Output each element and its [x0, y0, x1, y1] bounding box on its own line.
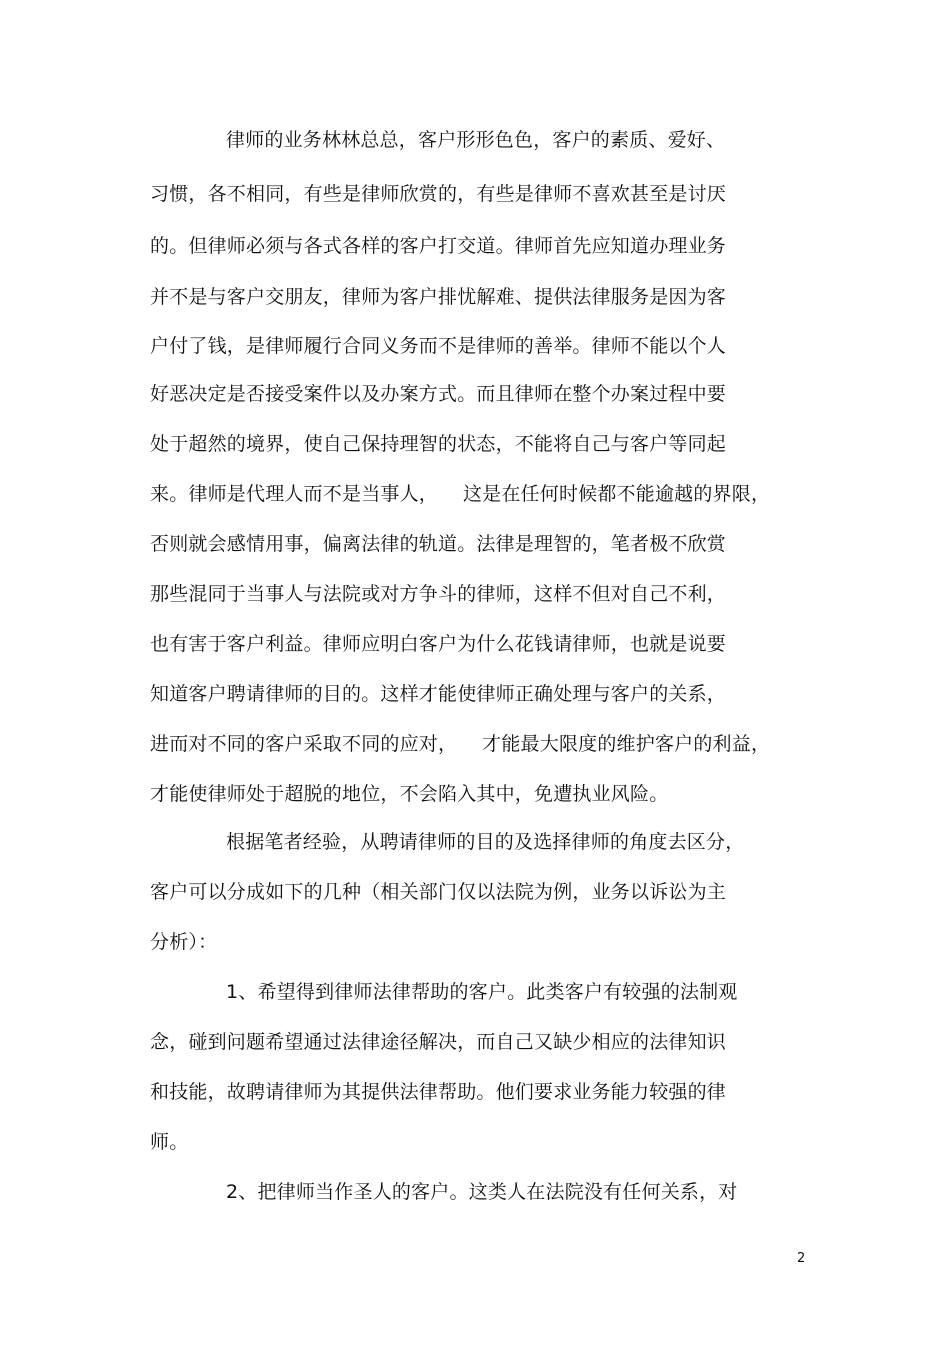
page-number: 2 — [797, 1251, 806, 1266]
paragraph-line: 2、把律师当作圣人的客户。这类人在法院没有任何关系，对 — [226, 1181, 738, 1203]
paragraph-line: 处于超然的境界，使自己保持理智的状态，不能将自己与客户等同起 — [150, 433, 727, 455]
paragraph-line: 才能使律师处于超脱的地位，不会陷入其中，免遭执业风险。 — [150, 783, 669, 805]
paragraph-line: 知道客户聘请律师的目的。这样才能使律师正确处理与客户的关系， — [150, 683, 727, 705]
paragraph-line: 客户可以分成如下的几种（相关部门仅以法院为例，业务以诉讼为主 — [150, 881, 727, 903]
paragraph-line: 进而对不同的客户采取不同的应对， 才能最大限度的维护客户的利益， — [150, 733, 771, 755]
paragraph-line: 的。但律师必须与各式各样的客户打交道。律师首先应知道办理业务 — [150, 235, 727, 257]
paragraph-line: 并不是与客户交朋友，律师为客户排忧解难、提供法律服务是因为客 — [150, 286, 727, 308]
paragraph-line: 也有害于客户利益。律师应明白客户为什么花钱请律师，也就是说要 — [150, 633, 727, 655]
paragraph-line: 根据笔者经验，从聘请律师的目的及选择律师的角度去区分， — [226, 831, 745, 853]
paragraph-line: 来。律师是代理人而不是当事人， 这是在任何时候都不能逾越的界限， — [150, 483, 771, 505]
paragraph-line: 好恶决定是否接受案件以及办案方式。而且律师在整个办案过程中要 — [150, 383, 727, 405]
paragraph-line: 否则就会感情用事，偏离法律的轨道。法律是理智的，笔者极不欣赏 — [150, 533, 727, 555]
paragraph-line: 1、希望得到律师法律帮助的客户。此类客户有较强的法制观 — [226, 981, 738, 1003]
paragraph-line: 和技能，故聘请律师为其提供法律帮助。他们要求业务能力较强的律 — [150, 1081, 727, 1103]
paragraph-line: 那些混同于当事人与法院或对方争斗的律师，这样不但对自己不利， — [150, 583, 727, 605]
paragraph-line: 分析）： — [150, 931, 218, 953]
paragraph-line: 习惯，各不相同，有些是律师欣赏的，有些是律师不喜欢甚至是讨厌 — [150, 183, 727, 205]
paragraph-line: 师。 — [150, 1131, 189, 1153]
paragraph-line: 律师的业务林林总总，客户形形色色，客户的素质、爱好、 — [226, 129, 726, 151]
paragraph-line: 户付了钱，是律师履行合同义务而不是律师的善举。律师不能以个人 — [150, 335, 727, 357]
paragraph-line: 念，碰到问题希望通过法律途径解决，而自己又缺少相应的法律知识 — [150, 1031, 727, 1053]
